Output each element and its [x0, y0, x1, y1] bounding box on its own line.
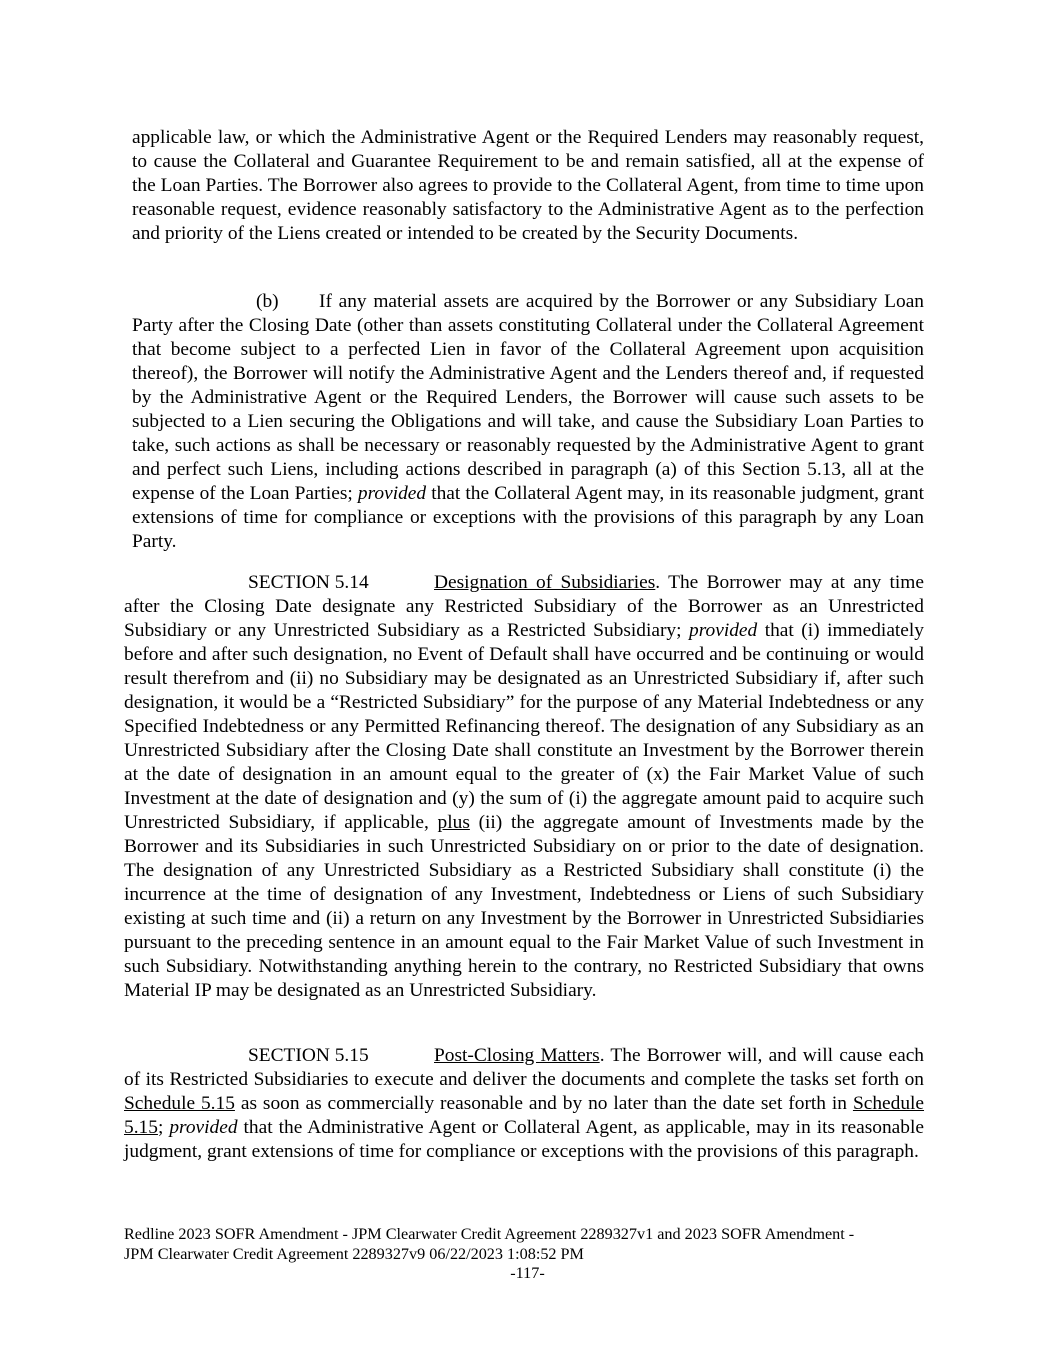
footer-line-2: JPM Clearwater Credit Agreement 2289327v9 06/22/2023 1:08:52 PM: [124, 1244, 584, 1263]
section-5-14-text-3: (ii) the aggregate amount of Investments made by the Borrower and its Subsidiaries in such Unrestricted Subsidiary on or prior to the date of designation. The designation of any Unrestricted Subsidiary as a Restricted Subsidiary shall constitute (i) the incurrence at the time of designation of any Investment, Indebtedness or Liens of such Subsidiary existing at such time and (ii) a return on any Investment by the Borrower in Unrestricted Subsidiaries pursuant to the preceding sentence in an amount equal to the Fair Market Value of such Investment in such Subsidiary. Notwithstanding anything herein to the contrary, no Restricted Subsidiary that owns Material IP may be designated as an Unrestricted Subsidiary.: [124, 812, 924, 1001]
section-5-15-text-2: as soon as commercially reasonable and by no later than the date set forth in: [240, 1093, 848, 1114]
section-5-15-provided: provided: [169, 1117, 238, 1138]
paragraph-b-provided: provided: [357, 483, 427, 504]
section-5-14: [124, 571, 924, 1003]
section-5-15-heading: Post-Closing Matters: [434, 1045, 600, 1066]
section-5-14-number: SECTION 5.14: [248, 572, 369, 593]
section-5-14-text-1: . The Borrower may at any time after the Closing Date designate any Restricted Subsidiary of the Borrower as an Unrestricted Subsidiary or any Unrestricted Subsidiary as a Restricted Subsidiary;: [124, 572, 924, 641]
section-5-15-text-3: ;: [157, 1117, 164, 1138]
section-5-14-text-2: that (i) immediately before and after such designation, no Event of Default shall have occurred and be continuing or would result therefrom and (ii) no Subsidiary may be designated as an Unrestricted Subsidiary if, after such designation, it would be a “Restricted Subsidiary” for the purpose of any Material Indebtedness or any Specified Indebtedness or any Permitted Refinancing thereof. The designation of any Subsidiary as an Unrestricted Subsidiary after the Closing Date shall constitute an Investment by the Borrower therein at the date of designation in an amount equal to the greater of (x) the Fair Market Value of such Investment at the date of designation and (y) the sum of (i) the aggregate amount paid to acquire such Unrestricted Subsidiary, if applicable,: [124, 620, 924, 833]
paragraph-b-label: (b): [256, 291, 279, 312]
section-5-14-heading: Designation of Subsidiaries: [434, 572, 656, 593]
schedule-5-15-link-2: Schedule 5.15: [124, 1093, 925, 1138]
paragraph-b-text-2: that the Collateral Agent may, in its reasonable judgment, grant extensions of time for compliance or exceptions with the provisions of this paragraph by any Loan Party.: [132, 483, 924, 552]
footer-line-1: Redline 2023 SOFR Amendment - JPM Clearwater Credit Agreement 2289327v1 and 2023 SOFR Amendment -: [124, 1225, 855, 1243]
section-5-15-text-4: that the Administrative Agent or Collateral Agent, as applicable, may in its reasonable judgment, grant extensions of time for compliance or exceptions with the provisions of this paragraph.: [124, 1117, 924, 1162]
section-5-14-plus: plus: [437, 812, 470, 833]
footer-redline-note: [124, 1225, 924, 1264]
paragraph-b: [132, 290, 924, 554]
section-5-15-text-1: . The Borrower will, and will cause each of its Restricted Subsidiaries to execute and deliver the documents and complete the tasks set forth on: [124, 1045, 925, 1090]
section-5-14-provided: provided: [689, 620, 758, 641]
schedule-5-15-link-1: Schedule 5.15: [124, 1093, 235, 1114]
page-number: -117-: [510, 1264, 545, 1282]
section-5-15: [124, 1044, 924, 1164]
section-5-15-number: SECTION 5.15: [248, 1045, 369, 1066]
paragraph-a-continuation: applicable law, or which the Administrative Agent or the Required Lenders may reasonably request, to cause the Collateral and Guarantee Requirement to be and remain satisfied, all at the expense of the Loan Parties. The Borrower also agrees to provide to the Collateral Agent, from time to time upon reasonable request, evidence reasonably satisfactory to the Administrative Agent as to the perfection and priority of the Liens created or intended to be created by the Security Documents.: [132, 127, 924, 244]
paragraph-b-text-1: If any material assets are acquired by the Borrower or any Subsidiary Loan Party after the Closing Date (other than assets constituting Collateral under the Collateral Agreement that become subject to a perfected Lien in favor of the Collateral Agreement upon acquisition thereof), the Borrower will notify the Administrative Agent and the Lenders thereof and, if requested by the Administrative Agent or the Required Lenders, the Borrower will cause such assets to be subjected to a Lien securing the Obligations and will take, and cause the Subsidiary Loan Parties to take, such actions as shall be necessary or reasonably requested by the Administrative Agent to grant and perfect such Liens, including actions described in paragraph (a) of this Section 5.13, all at the expense of the Loan Parties;: [132, 291, 924, 504]
